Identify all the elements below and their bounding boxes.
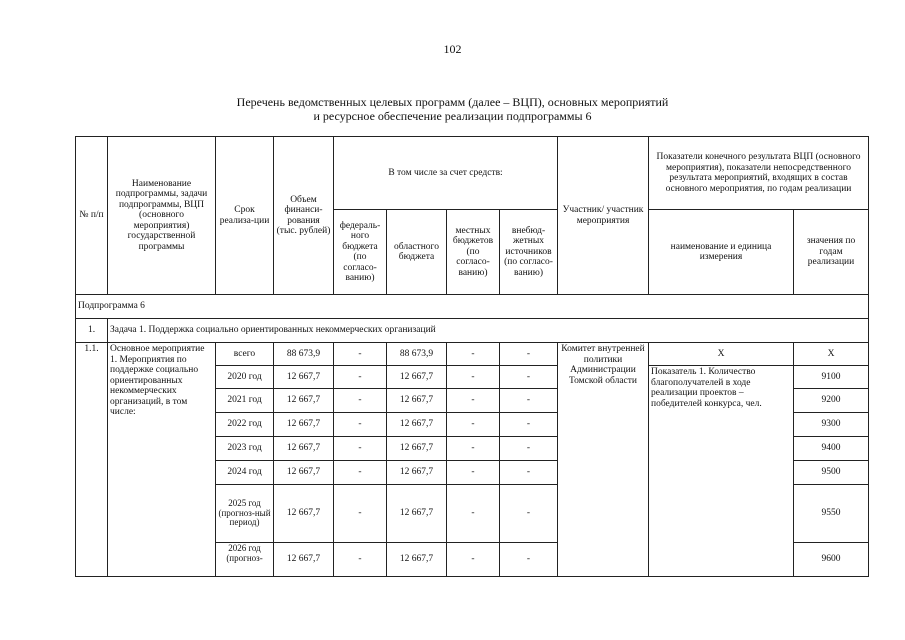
- row-extra: -: [500, 485, 558, 543]
- header-period: Срок реализа-ции: [216, 137, 274, 295]
- activity-name: Основное мероприятие 1. Мероприятия по поддержке социально ориентированных некоммерческих организаций, в том числе:: [108, 343, 216, 577]
- task-text: Задача 1. Поддержка социально ориентированных некоммерческих организаций: [108, 319, 869, 343]
- row-extra: -: [500, 343, 558, 366]
- row-federal: -: [334, 543, 387, 577]
- row-regional: 12 667,7: [387, 543, 447, 577]
- row-ind-name: Х: [649, 343, 794, 366]
- row-value: 9400: [794, 437, 869, 461]
- title-line-2: и ресурсное обеспечение реализации подпрограммы 6: [313, 109, 592, 123]
- row-extra: -: [500, 413, 558, 437]
- header-participant: Участник/ участник мероприятия: [558, 137, 649, 295]
- row-value: 9500: [794, 461, 869, 485]
- row-federal: -: [334, 413, 387, 437]
- row-value: 9550: [794, 485, 869, 543]
- row-extra: -: [500, 543, 558, 577]
- row-regional: 12 667,7: [387, 366, 447, 389]
- header-ind-values: значения по годам реализации: [794, 210, 869, 295]
- row-local: -: [447, 343, 500, 366]
- row-period: 2020 год: [216, 366, 274, 389]
- row-federal: -: [334, 366, 387, 389]
- page-number: 102: [443, 42, 462, 56]
- header-name: Наименование подпрограммы, задачи подпрограммы, ВЦП (основного мероприятия) государственной программы: [108, 137, 216, 295]
- row-local: -: [447, 485, 500, 543]
- row-volume: 12 667,7: [274, 543, 334, 577]
- row-federal: -: [334, 389, 387, 413]
- subprogram-row: Подпрограмма 6: [76, 295, 869, 319]
- row-local: -: [447, 366, 500, 389]
- row-value: 9300: [794, 413, 869, 437]
- row-federal: -: [334, 437, 387, 461]
- row-period: 2025 год (прогноз-ный период): [216, 485, 274, 543]
- header-local: местных бюджетов (по согласо-ванию): [447, 210, 500, 295]
- indicator-text: Показатель 1. Количество благополучателей в ходе реализации проектов – победителей конкурса, чел.: [649, 366, 794, 577]
- row-volume: 12 667,7: [274, 413, 334, 437]
- row-extra: -: [500, 437, 558, 461]
- row-volume: 12 667,7: [274, 461, 334, 485]
- row-federal: -: [334, 461, 387, 485]
- row-federal: -: [334, 485, 387, 543]
- row-local: -: [447, 461, 500, 485]
- row-period: 2024 год: [216, 461, 274, 485]
- row-extra: -: [500, 366, 558, 389]
- row-period: 2023 год: [216, 437, 274, 461]
- header-extra: внебюд-жетных источников (по согласо-ванию): [500, 210, 558, 295]
- task-num: 1.: [76, 319, 108, 343]
- row-extra: -: [500, 389, 558, 413]
- header-num: № п/п: [76, 137, 108, 295]
- row-regional: 12 667,7: [387, 461, 447, 485]
- activity-num: 1.1.: [76, 343, 108, 577]
- program-table: [75, 136, 869, 577]
- row-value: 9100: [794, 366, 869, 389]
- header-federal: федераль-ного бюджета (по согласо-ванию): [334, 210, 387, 295]
- header-sources: В том числе за счет средств:: [334, 137, 558, 210]
- row-period: всего: [216, 343, 274, 366]
- row-value: 9200: [794, 389, 869, 413]
- header-volume: Объем финанси-рования (тыс. рублей): [274, 137, 334, 295]
- header-ind-name: наименование и единица измерения: [649, 210, 794, 295]
- row-volume: 12 667,7: [274, 437, 334, 461]
- document-title: [0, 95, 905, 123]
- row-local: -: [447, 389, 500, 413]
- title-line-1: Перечень ведомственных целевых программ (далее – ВЦП), основных мероприятий: [236, 95, 669, 109]
- row-federal: -: [334, 343, 387, 366]
- row-volume: 12 667,7: [274, 389, 334, 413]
- row-volume: 88 673,9: [274, 343, 334, 366]
- row-local: -: [447, 437, 500, 461]
- row-value: 9600: [794, 543, 869, 577]
- header-regional: областного бюджета: [387, 210, 447, 295]
- row-volume: 12 667,7: [274, 366, 334, 389]
- row-regional: 12 667,7: [387, 389, 447, 413]
- row-value: Х: [794, 343, 869, 366]
- row-local: -: [447, 413, 500, 437]
- row-regional: 12 667,7: [387, 485, 447, 543]
- row-regional: 12 667,7: [387, 437, 447, 461]
- row-volume: 12 667,7: [274, 485, 334, 543]
- row-regional: 12 667,7: [387, 413, 447, 437]
- row-period: 2021 год: [216, 389, 274, 413]
- header-indicators: Показатели конечного результата ВЦП (основного мероприятия), показатели непосредственного результата мероприятий, входящих в состав основного мероприятия, по годам реализации: [649, 137, 869, 210]
- row-regional: 88 673,9: [387, 343, 447, 366]
- row-period: 2022 год: [216, 413, 274, 437]
- row-period: 2026 год (прогноз-: [216, 543, 274, 577]
- activity-participant: Комитет внутренней политики Администрации Томской области: [558, 343, 649, 577]
- row-extra: -: [500, 461, 558, 485]
- row-local: -: [447, 543, 500, 577]
